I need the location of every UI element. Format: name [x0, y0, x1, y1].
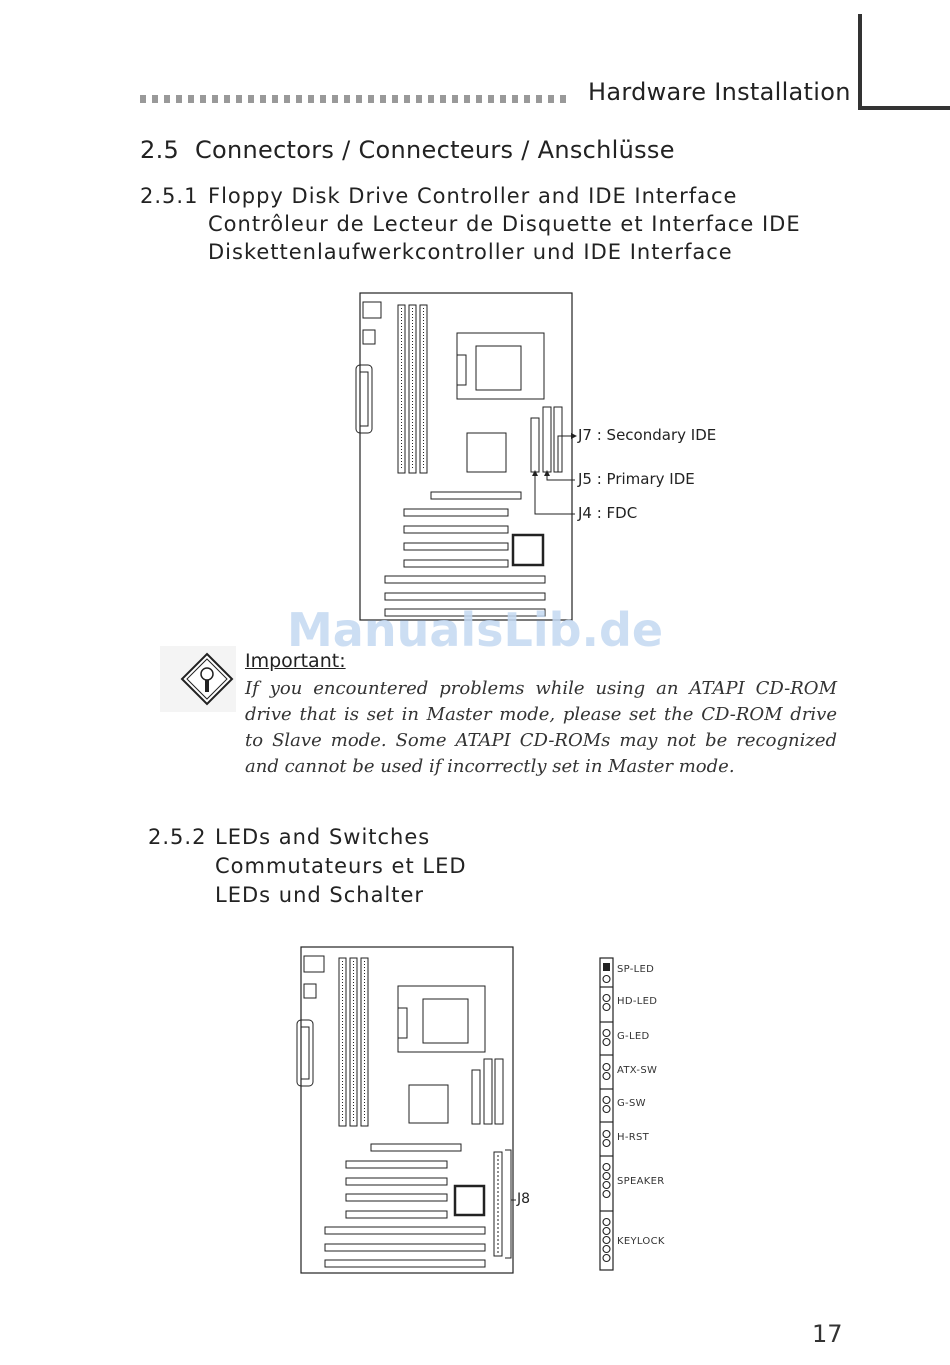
j5-label: J5 : Primary IDE — [578, 470, 695, 488]
j8-label: J8 — [517, 1191, 531, 1207]
running-header: Hardware Installation — [588, 78, 851, 106]
j7-label: J7 : Secondary IDE — [578, 426, 717, 444]
pin-label-g-sw: G-SW — [617, 1098, 646, 1109]
pin-label-speaker: SPEAKER — [617, 1176, 665, 1187]
subsection-title-line: Diskettenlaufwerkcontroller und IDE Interface — [208, 240, 733, 264]
pin-label-g-led: G-LED — [617, 1031, 650, 1042]
subsection-title-line: Floppy Disk Drive Controller and IDE Interface — [208, 184, 738, 208]
subsection-title-line: LEDs und Schalter — [215, 883, 425, 907]
pin-label-atx-sw: ATX-SW — [617, 1065, 658, 1076]
pin-label-sp-led: SP-LED — [617, 964, 655, 975]
pin-label-hd-led: HD-LED — [617, 996, 658, 1007]
subsection-title-line: Commutateurs et LED — [215, 854, 467, 878]
subsection-title-line: Contrôleur de Lecteur de Disquette et Interface IDE — [208, 212, 801, 236]
watermark: ManualsLib.de — [287, 603, 664, 657]
subsection-number: 2.5.2 — [148, 825, 207, 849]
section-number: 2.5 — [140, 136, 180, 164]
important-title: Important: — [245, 650, 346, 672]
page-number: 17 — [812, 1320, 843, 1348]
important-text: If you encountered problems while using an ATAPI CD-ROM drive that is set in Master mode, please set the CD-ROM drive to Slave mode. Some ATAPI CD-ROMs may not be recognized and cannot be used if incorrectly set in Master mode. — [245, 678, 837, 777]
pin-label-keylock: KEYLOCK — [617, 1236, 665, 1247]
subsection-title-line: LEDs and Switches — [215, 825, 431, 849]
j4-label: J4 : FDC — [578, 504, 638, 522]
subsection-number: 2.5.1 — [140, 184, 199, 208]
section-title: Connectors / Connecteurs / Anschlüsse — [194, 136, 675, 164]
pin-label-h-rst: H-RST — [617, 1132, 650, 1143]
